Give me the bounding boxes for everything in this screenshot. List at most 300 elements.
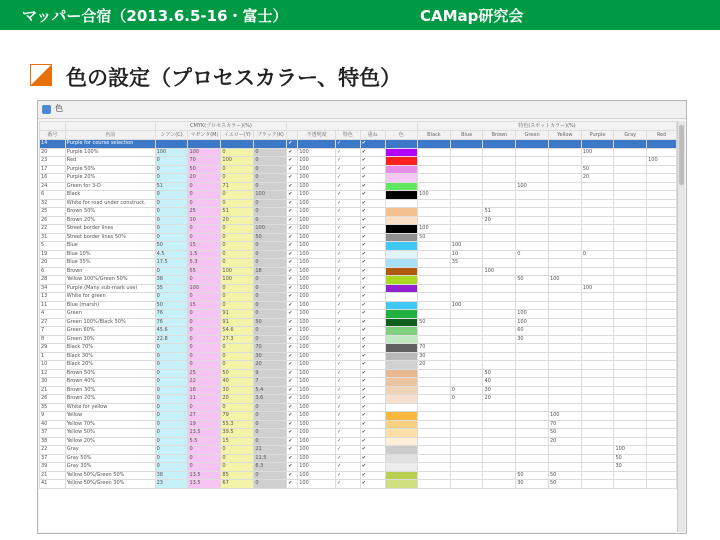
check-cell[interactable]: ✔ (287, 165, 298, 174)
spot-check[interactable]: ✓ (335, 386, 360, 395)
yellow-value[interactable]: 30 (221, 386, 254, 395)
black-value[interactable]: 0 (254, 293, 287, 302)
spot-value[interactable] (483, 191, 516, 200)
opacity-value[interactable]: 100 (298, 267, 336, 276)
spot-check[interactable]: ✓ (335, 199, 360, 208)
yellow-value[interactable]: 20 (221, 395, 254, 404)
color-swatch[interactable] (385, 165, 418, 174)
check-cell[interactable]: ✔ (287, 199, 298, 208)
spot-value[interactable] (581, 386, 614, 395)
cyan-value[interactable]: 0 (155, 437, 188, 446)
spot-value[interactable] (418, 250, 451, 259)
spot-value[interactable] (548, 318, 581, 327)
column-header[interactable]: Green (516, 131, 549, 140)
check-cell[interactable]: ✔ (287, 259, 298, 268)
spot-value[interactable] (548, 395, 581, 404)
opacity-value[interactable]: 100 (298, 318, 336, 327)
table-row[interactable] (40, 310, 677, 319)
spot-value[interactable] (450, 327, 483, 336)
spot-value[interactable] (581, 233, 614, 242)
column-header[interactable]: Black (418, 131, 451, 140)
spot-value[interactable] (548, 233, 581, 242)
spot-value[interactable] (647, 403, 677, 412)
spot-value[interactable] (483, 471, 516, 480)
spot-value[interactable] (418, 454, 451, 463)
spot-check[interactable]: ✓ (335, 412, 360, 421)
spot-value[interactable] (614, 378, 647, 387)
yellow-value[interactable] (221, 140, 254, 149)
spot-value[interactable] (418, 242, 451, 251)
check-cell[interactable]: ✔ (287, 335, 298, 344)
check-cell[interactable]: ✔ (287, 267, 298, 276)
magenta-value[interactable]: 11 (188, 395, 221, 404)
spot-value[interactable] (614, 395, 647, 404)
spot-value[interactable] (614, 480, 647, 489)
check-cell[interactable]: ✔ (287, 148, 298, 157)
color-swatch[interactable] (385, 335, 418, 344)
table-row[interactable] (40, 429, 677, 438)
spot-value[interactable] (450, 233, 483, 242)
opacity-value[interactable]: 100 (298, 395, 336, 404)
spot-check[interactable]: ✓ (335, 446, 360, 455)
spot-value[interactable] (614, 403, 647, 412)
yellow-value[interactable]: 20 (221, 216, 254, 225)
overprint-check[interactable]: ✔ (360, 157, 385, 166)
spot-value[interactable] (450, 157, 483, 166)
spot-value[interactable] (548, 165, 581, 174)
spot-value[interactable] (516, 361, 549, 370)
spot-value[interactable] (581, 182, 614, 191)
check-cell[interactable]: ✔ (287, 446, 298, 455)
overprint-check[interactable]: ✔ (360, 361, 385, 370)
overprint-check[interactable]: ✔ (360, 471, 385, 480)
spot-value[interactable] (450, 361, 483, 370)
cyan-value[interactable]: 0 (155, 233, 188, 242)
check-cell[interactable]: ✔ (287, 327, 298, 336)
spot-check[interactable]: ✓ (335, 140, 360, 149)
vertical-scrollbar[interactable] (677, 121, 685, 532)
yellow-value[interactable]: 67 (221, 480, 254, 489)
table-row[interactable] (40, 437, 677, 446)
black-value[interactable]: 100 (254, 191, 287, 200)
spot-value[interactable]: 100 (418, 191, 451, 200)
spot-value[interactable] (418, 395, 451, 404)
spot-value[interactable]: 20 (418, 361, 451, 370)
check-cell[interactable]: ✔ (287, 454, 298, 463)
check-cell[interactable]: ✔ (287, 420, 298, 429)
spot-value[interactable] (647, 437, 677, 446)
yellow-value[interactable]: 51 (221, 208, 254, 217)
spot-value[interactable] (483, 420, 516, 429)
spot-value[interactable] (418, 148, 451, 157)
spot-value[interactable] (516, 233, 549, 242)
spot-value[interactable] (548, 344, 581, 353)
row-number[interactable]: 25 (40, 208, 66, 217)
spot-value[interactable] (483, 403, 516, 412)
row-number[interactable]: 37 (40, 429, 66, 438)
spot-value[interactable] (516, 174, 549, 183)
spot-check[interactable]: ✓ (335, 480, 360, 489)
black-value[interactable]: 50 (254, 233, 287, 242)
spot-value[interactable] (548, 361, 581, 370)
color-swatch[interactable] (385, 242, 418, 251)
black-value[interactable]: 0 (254, 284, 287, 293)
spot-value[interactable] (581, 191, 614, 200)
spot-value[interactable] (647, 352, 677, 361)
row-name[interactable]: Green 30% (65, 335, 155, 344)
overprint-check[interactable]: ✔ (360, 310, 385, 319)
opacity-value[interactable]: 100 (298, 463, 336, 472)
magenta-value[interactable]: 100 (188, 148, 221, 157)
spot-value[interactable] (614, 191, 647, 200)
cyan-value[interactable] (155, 140, 188, 149)
color-swatch[interactable] (385, 216, 418, 225)
row-name[interactable]: Gray 50% (65, 454, 155, 463)
magenta-value[interactable]: 0 (188, 327, 221, 336)
spot-value[interactable] (516, 420, 549, 429)
overprint-check[interactable]: ✔ (360, 276, 385, 285)
spot-value[interactable] (548, 140, 581, 149)
spot-value[interactable] (450, 352, 483, 361)
spot-value[interactable]: 30 (614, 463, 647, 472)
magenta-value[interactable]: 50 (188, 165, 221, 174)
spot-value[interactable]: 100 (548, 276, 581, 285)
row-number[interactable]: 13 (40, 293, 66, 302)
spot-value[interactable] (450, 446, 483, 455)
cyan-value[interactable]: 0 (155, 446, 188, 455)
spot-value[interactable] (516, 446, 549, 455)
spot-value[interactable] (548, 378, 581, 387)
spot-value[interactable] (614, 242, 647, 251)
spot-value[interactable] (647, 369, 677, 378)
row-name[interactable]: Red (65, 157, 155, 166)
opacity-value[interactable]: 100 (298, 284, 336, 293)
spot-value[interactable] (647, 420, 677, 429)
spot-value[interactable] (548, 242, 581, 251)
yellow-value[interactable]: 0 (221, 344, 254, 353)
spot-value[interactable] (516, 437, 549, 446)
spot-check[interactable]: ✓ (335, 344, 360, 353)
row-name[interactable]: Green 60% (65, 327, 155, 336)
spot-value[interactable] (483, 284, 516, 293)
opacity-value[interactable]: 100 (298, 276, 336, 285)
spot-value[interactable] (450, 318, 483, 327)
spot-check[interactable]: ✓ (335, 284, 360, 293)
spot-value[interactable] (647, 284, 677, 293)
spot-value[interactable] (581, 216, 614, 225)
cyan-value[interactable]: 38 (155, 471, 188, 480)
magenta-value[interactable]: 16 (188, 386, 221, 395)
row-name[interactable]: Blue 35% (65, 259, 155, 268)
spot-value[interactable] (581, 352, 614, 361)
spot-value[interactable] (418, 446, 451, 455)
spot-value[interactable] (450, 378, 483, 387)
spot-value[interactable] (614, 284, 647, 293)
row-number[interactable]: 10 (40, 361, 66, 370)
cyan-value[interactable]: 45.6 (155, 327, 188, 336)
overprint-check[interactable]: ✔ (360, 284, 385, 293)
yellow-value[interactable]: 85 (221, 471, 254, 480)
spot-value[interactable] (483, 446, 516, 455)
cyan-value[interactable]: 0 (155, 420, 188, 429)
check-cell[interactable]: ✔ (287, 318, 298, 327)
color-swatch[interactable] (385, 157, 418, 166)
spot-value[interactable] (483, 310, 516, 319)
color-swatch[interactable] (385, 225, 418, 234)
spot-value[interactable] (418, 208, 451, 217)
spot-value[interactable] (581, 242, 614, 251)
magenta-value[interactable]: 0 (188, 463, 221, 472)
spot-value[interactable] (450, 165, 483, 174)
spot-value[interactable] (647, 174, 677, 183)
check-cell[interactable]: ✔ (287, 216, 298, 225)
color-swatch[interactable] (385, 386, 418, 395)
check-cell[interactable]: ✔ (287, 471, 298, 480)
spot-value[interactable]: 50 (548, 471, 581, 480)
black-value[interactable]: 0 (254, 242, 287, 251)
overprint-check[interactable]: ✔ (360, 208, 385, 217)
magenta-value[interactable]: 0 (188, 344, 221, 353)
spot-value[interactable] (548, 199, 581, 208)
spot-value[interactable] (581, 267, 614, 276)
spot-value[interactable] (483, 361, 516, 370)
row-number[interactable]: 17 (40, 165, 66, 174)
spot-value[interactable] (581, 301, 614, 310)
column-header[interactable]: シアン(C) (155, 131, 188, 140)
spot-value[interactable] (614, 250, 647, 259)
magenta-value[interactable]: 0 (188, 361, 221, 370)
spot-value[interactable] (450, 412, 483, 421)
spot-value[interactable] (614, 199, 647, 208)
table-row[interactable] (40, 446, 677, 455)
cyan-value[interactable]: 0 (155, 395, 188, 404)
spot-value[interactable] (418, 276, 451, 285)
spot-value[interactable] (647, 318, 677, 327)
spot-value[interactable] (483, 199, 516, 208)
column-header[interactable]: Brown (483, 131, 516, 140)
black-value[interactable]: 0 (254, 165, 287, 174)
color-swatch[interactable] (385, 471, 418, 480)
cyan-value[interactable]: 0 (155, 369, 188, 378)
row-name[interactable]: Purple for course selection (65, 140, 155, 149)
spot-value[interactable] (581, 140, 614, 149)
magenta-value[interactable]: 0 (188, 403, 221, 412)
spot-value[interactable] (614, 361, 647, 370)
column-header[interactable]: イエロー(Y) (221, 131, 254, 140)
yellow-value[interactable]: 0 (221, 284, 254, 293)
yellow-value[interactable]: 50 (221, 369, 254, 378)
black-value[interactable]: 3.6 (254, 395, 287, 404)
color-swatch[interactable] (385, 395, 418, 404)
spot-value[interactable] (516, 225, 549, 234)
spot-value[interactable] (483, 463, 516, 472)
cyan-value[interactable]: 100 (155, 148, 188, 157)
color-swatch[interactable] (385, 208, 418, 217)
opacity-value[interactable]: 100 (298, 165, 336, 174)
spot-value[interactable]: 50 (418, 233, 451, 242)
row-number[interactable]: 5 (40, 242, 66, 251)
spot-value[interactable] (647, 480, 677, 489)
spot-value[interactable] (418, 378, 451, 387)
table-row[interactable] (40, 463, 677, 472)
spot-value[interactable] (418, 471, 451, 480)
magenta-value[interactable]: 0 (188, 310, 221, 319)
spot-value[interactable] (647, 276, 677, 285)
row-name[interactable]: Black (65, 191, 155, 200)
spot-check[interactable]: ✓ (335, 191, 360, 200)
magenta-value[interactable]: 22 (188, 378, 221, 387)
spot-value[interactable] (647, 429, 677, 438)
yellow-value[interactable]: 71 (221, 182, 254, 191)
magenta-value[interactable]: 100 (188, 284, 221, 293)
color-swatch[interactable] (385, 463, 418, 472)
yellow-value[interactable]: 100 (221, 157, 254, 166)
spot-value[interactable]: 100 (647, 157, 677, 166)
spot-value[interactable] (581, 395, 614, 404)
magenta-value[interactable]: 0 (188, 335, 221, 344)
color-swatch[interactable] (385, 267, 418, 276)
black-value[interactable]: 6.3 (254, 463, 287, 472)
black-value[interactable]: 30 (254, 352, 287, 361)
spot-value[interactable]: 20 (483, 216, 516, 225)
overprint-check[interactable]: ✔ (360, 403, 385, 412)
table-row[interactable] (40, 140, 677, 149)
row-number[interactable]: 19 (40, 250, 66, 259)
magenta-value[interactable]: 13.5 (188, 429, 221, 438)
overprint-check[interactable]: ✔ (360, 140, 385, 149)
magenta-value[interactable]: 27 (188, 412, 221, 421)
spot-value[interactable] (418, 140, 451, 149)
check-cell[interactable]: ✔ (287, 225, 298, 234)
magenta-value[interactable]: 5.5 (188, 437, 221, 446)
opacity-value[interactable]: 100 (298, 310, 336, 319)
column-header[interactable]: 名前 (65, 131, 155, 140)
table-row[interactable] (40, 165, 677, 174)
black-value[interactable]: 0 (254, 148, 287, 157)
overprint-check[interactable]: ✔ (360, 429, 385, 438)
spot-value[interactable] (548, 310, 581, 319)
overprint-check[interactable]: ✔ (360, 191, 385, 200)
spot-value[interactable] (548, 369, 581, 378)
overprint-check[interactable]: ✔ (360, 446, 385, 455)
spot-value[interactable] (647, 182, 677, 191)
spot-value[interactable] (450, 454, 483, 463)
spot-value[interactable]: 50 (516, 471, 549, 480)
spot-value[interactable] (581, 276, 614, 285)
cyan-value[interactable]: 0 (155, 165, 188, 174)
check-cell[interactable]: ✔ (287, 403, 298, 412)
black-value[interactable]: 0 (254, 216, 287, 225)
row-number[interactable]: 30 (40, 378, 66, 387)
black-value[interactable]: 0 (254, 174, 287, 183)
opacity-value[interactable] (298, 140, 336, 149)
row-number[interactable]: 26 (40, 216, 66, 225)
magenta-value[interactable]: 20 (188, 174, 221, 183)
row-number[interactable]: 14 (40, 140, 66, 149)
spot-value[interactable] (516, 412, 549, 421)
spot-value[interactable] (581, 199, 614, 208)
row-name[interactable]: White for road under construct. (65, 199, 155, 208)
spot-value[interactable]: 50 (418, 318, 451, 327)
spot-check[interactable]: ✓ (335, 395, 360, 404)
yellow-value[interactable]: 0 (221, 174, 254, 183)
table-row[interactable] (40, 225, 677, 234)
color-swatch[interactable] (385, 369, 418, 378)
spot-value[interactable] (647, 446, 677, 455)
black-value[interactable]: 0 (254, 250, 287, 259)
spot-value[interactable] (418, 412, 451, 421)
overprint-check[interactable]: ✔ (360, 352, 385, 361)
opacity-value[interactable]: 100 (298, 403, 336, 412)
spot-value[interactable] (483, 327, 516, 336)
spot-value[interactable]: 10 (450, 250, 483, 259)
color-swatch[interactable] (385, 250, 418, 259)
spot-value[interactable] (581, 318, 614, 327)
spot-check[interactable]: ✓ (335, 463, 360, 472)
spot-value[interactable] (614, 310, 647, 319)
row-number[interactable]: 32 (40, 199, 66, 208)
black-value[interactable]: 0 (254, 480, 287, 489)
color-swatch[interactable] (385, 276, 418, 285)
color-swatch[interactable] (385, 454, 418, 463)
spot-value[interactable] (581, 344, 614, 353)
spot-value[interactable] (418, 369, 451, 378)
color-swatch[interactable] (385, 344, 418, 353)
magenta-value[interactable]: 0 (188, 225, 221, 234)
spot-value[interactable] (483, 165, 516, 174)
row-name[interactable]: Green for 3-D (65, 182, 155, 191)
column-header[interactable]: マゼンタ(M) (188, 131, 221, 140)
table-row[interactable] (40, 378, 677, 387)
overprint-check[interactable]: ✔ (360, 174, 385, 183)
spot-value[interactable]: 100 (614, 446, 647, 455)
spot-value[interactable] (450, 216, 483, 225)
table-row[interactable] (40, 148, 677, 157)
black-value[interactable]: 0 (254, 437, 287, 446)
spot-value[interactable] (581, 293, 614, 302)
spot-value[interactable] (516, 165, 549, 174)
opacity-value[interactable]: 100 (298, 233, 336, 242)
color-swatch[interactable] (385, 293, 418, 302)
spot-value[interactable] (647, 412, 677, 421)
table-row[interactable] (40, 361, 677, 370)
row-name[interactable]: Black 70% (65, 344, 155, 353)
row-name[interactable]: Black 20% (65, 361, 155, 370)
table-row[interactable] (40, 318, 677, 327)
color-swatch[interactable] (385, 412, 418, 421)
overprint-check[interactable]: ✔ (360, 327, 385, 336)
magenta-value[interactable]: 55 (188, 267, 221, 276)
spot-value[interactable] (614, 420, 647, 429)
spot-value[interactable] (450, 480, 483, 489)
check-cell[interactable]: ✔ (287, 301, 298, 310)
black-value[interactable]: 0 (254, 182, 287, 191)
row-name[interactable]: Purple (Many sub-mark use) (65, 284, 155, 293)
spot-value[interactable] (450, 463, 483, 472)
opacity-value[interactable]: 100 (298, 225, 336, 234)
spot-value[interactable]: 50 (614, 454, 647, 463)
spot-value[interactable] (647, 242, 677, 251)
spot-check[interactable]: ✓ (335, 327, 360, 336)
yellow-value[interactable]: 0 (221, 463, 254, 472)
spot-check[interactable]: ✓ (335, 335, 360, 344)
table-row[interactable] (40, 412, 677, 421)
opacity-value[interactable]: 100 (298, 344, 336, 353)
row-number[interactable]: 21 (40, 386, 66, 395)
opacity-value[interactable]: 100 (298, 386, 336, 395)
row-name[interactable]: Yellow 50%/Green 30% (65, 480, 155, 489)
check-cell[interactable]: ✔ (287, 386, 298, 395)
